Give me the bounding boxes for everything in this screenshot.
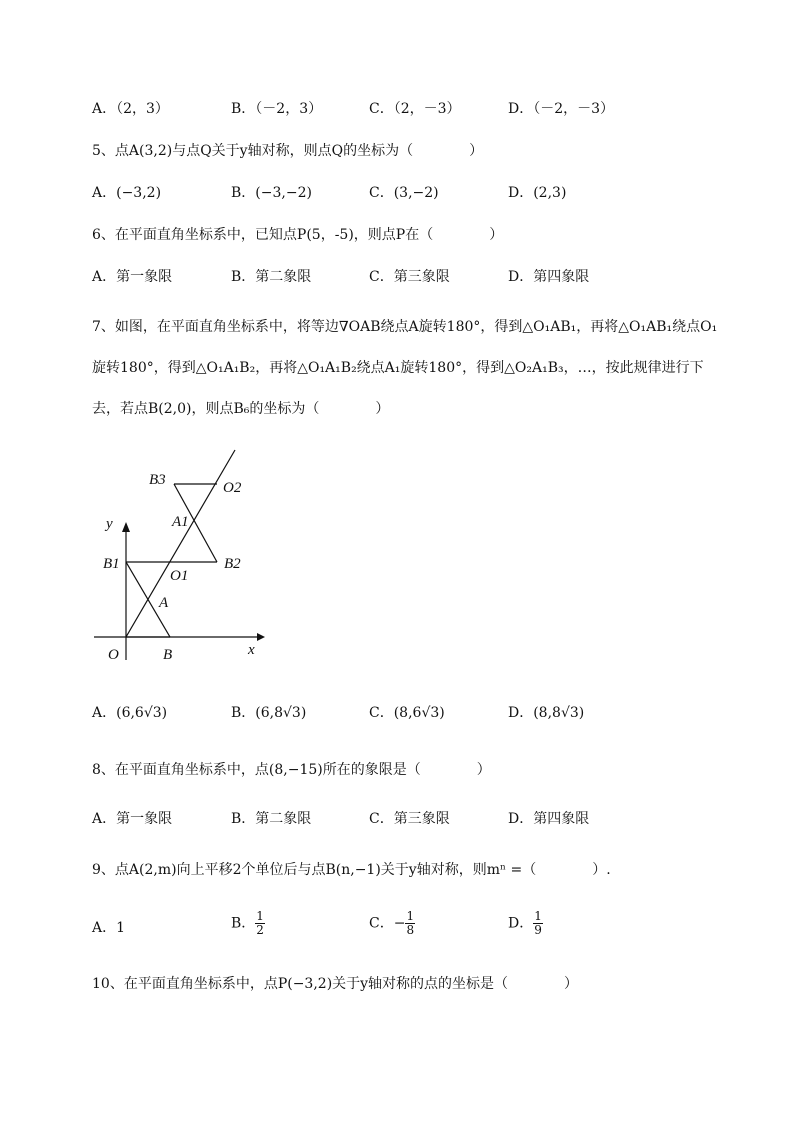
q6-option-a: A．第一象限 — [92, 269, 173, 285]
fraction-denominator: 8 — [406, 923, 415, 937]
q8-stem: 8、在平面直角坐标系中，点(8,−15)所在的象限是（ ） — [92, 762, 491, 778]
q4-option-d: D．（－2，－3） — [508, 101, 615, 117]
q5-stem: 5、点A(3,2)与点Q关于y轴对称，则点Q的坐标为（ ） — [92, 143, 484, 159]
q7-option-d: D．(8,8√3) — [508, 705, 585, 721]
q7-option-a: A．(6,6√3) — [92, 705, 168, 721]
q7-option-b: B．(6,8√3) — [231, 705, 307, 721]
label-b: B — [163, 647, 173, 663]
label-o: O — [108, 647, 119, 663]
q7-stem-line2: 旋转180°，得到△O₁A₁B₂，再将△O₁A₁B₂绕点A₁旋转180°，得到△O₂A₁B₃，…，按此规律进行下 — [92, 360, 704, 376]
label-a: A — [159, 595, 169, 611]
q8-option-d: D．第四象限 — [508, 811, 590, 827]
q9-option-b-fraction — [255, 910, 265, 937]
q9-option-b — [231, 910, 265, 937]
q9-option-c-fraction — [405, 910, 415, 937]
label-a1: A1 — [172, 514, 189, 530]
q7-stem-line1: 7、如图，在平面直角坐标系中，将等边∇OAB绕点A旋转180°，得到△O₁AB₁，再将△O₁AB₁绕点O₁ — [92, 319, 718, 335]
q10-stem: 10、在平面直角坐标系中，点P(−3,2)关于y轴对称的点的坐标是（ ） — [92, 976, 579, 992]
q6-stem: 6、在平面直角坐标系中，已知点P(5，-5)，则点P在（ ） — [92, 227, 504, 243]
fraction-numerator: 1 — [534, 909, 542, 923]
q8-option-c: C．第三象限 — [369, 811, 450, 827]
q7-stem-line3: 去，若点B(2,0)，则点B₆的坐标为（ ） — [92, 401, 390, 417]
label-o2: O2 — [223, 480, 242, 496]
fraction-denominator: 9 — [534, 923, 542, 937]
q5-option-b: B．(−3,−2) — [231, 185, 312, 201]
q6-option-b: B．第二象限 — [231, 269, 312, 285]
q6-option-c: C．第三象限 — [369, 269, 450, 285]
q8-option-a: A．第一象限 — [92, 811, 173, 827]
q7-option-c: C．(8,6√3) — [369, 705, 445, 721]
label-b3: B3 — [149, 472, 166, 488]
q4-option-c: C．（2，－3） — [369, 101, 461, 117]
fraction-numerator: 1 — [406, 909, 415, 923]
q7-coordinate-figure — [92, 440, 272, 680]
q4-option-b: B．（－2，3） — [231, 101, 323, 117]
q9-option-b-prefix: B． — [231, 915, 256, 932]
label-y: y — [106, 516, 113, 532]
y-axis-arrow — [122, 522, 130, 532]
q5-option-c: C．(3,−2) — [369, 185, 439, 201]
label-b1: B1 — [103, 556, 120, 572]
q9-option-d-fraction — [533, 910, 543, 937]
label-o1: O1 — [170, 568, 189, 584]
q9-option-d-prefix: D． — [508, 915, 534, 932]
label-x: x — [248, 642, 255, 658]
q6-option-d: D．第四象限 — [508, 269, 590, 285]
x-axis-arrow — [257, 633, 265, 641]
q9-stem: 9、点A(2,m)向上平移2个单位后与点B(n,−1)关于y轴对称，则mⁿ =（ ）. — [92, 862, 611, 878]
diagonal-line — [126, 450, 235, 637]
fraction-denominator: 2 — [256, 923, 264, 937]
q5-option-d: D．(2,3) — [508, 185, 567, 201]
q5-option-a: A．(−3,2) — [92, 185, 162, 201]
q9-option-c — [369, 910, 415, 937]
q8-option-b: B．第二象限 — [231, 811, 312, 827]
q9-option-c-prefix: C．− — [369, 915, 406, 932]
label-b2: B2 — [224, 556, 241, 572]
q4-option-a: A．（2，3） — [92, 101, 169, 117]
q9-option-d — [508, 910, 543, 937]
fraction-numerator: 1 — [256, 909, 264, 923]
q9-option-a: A．1 — [92, 920, 126, 936]
